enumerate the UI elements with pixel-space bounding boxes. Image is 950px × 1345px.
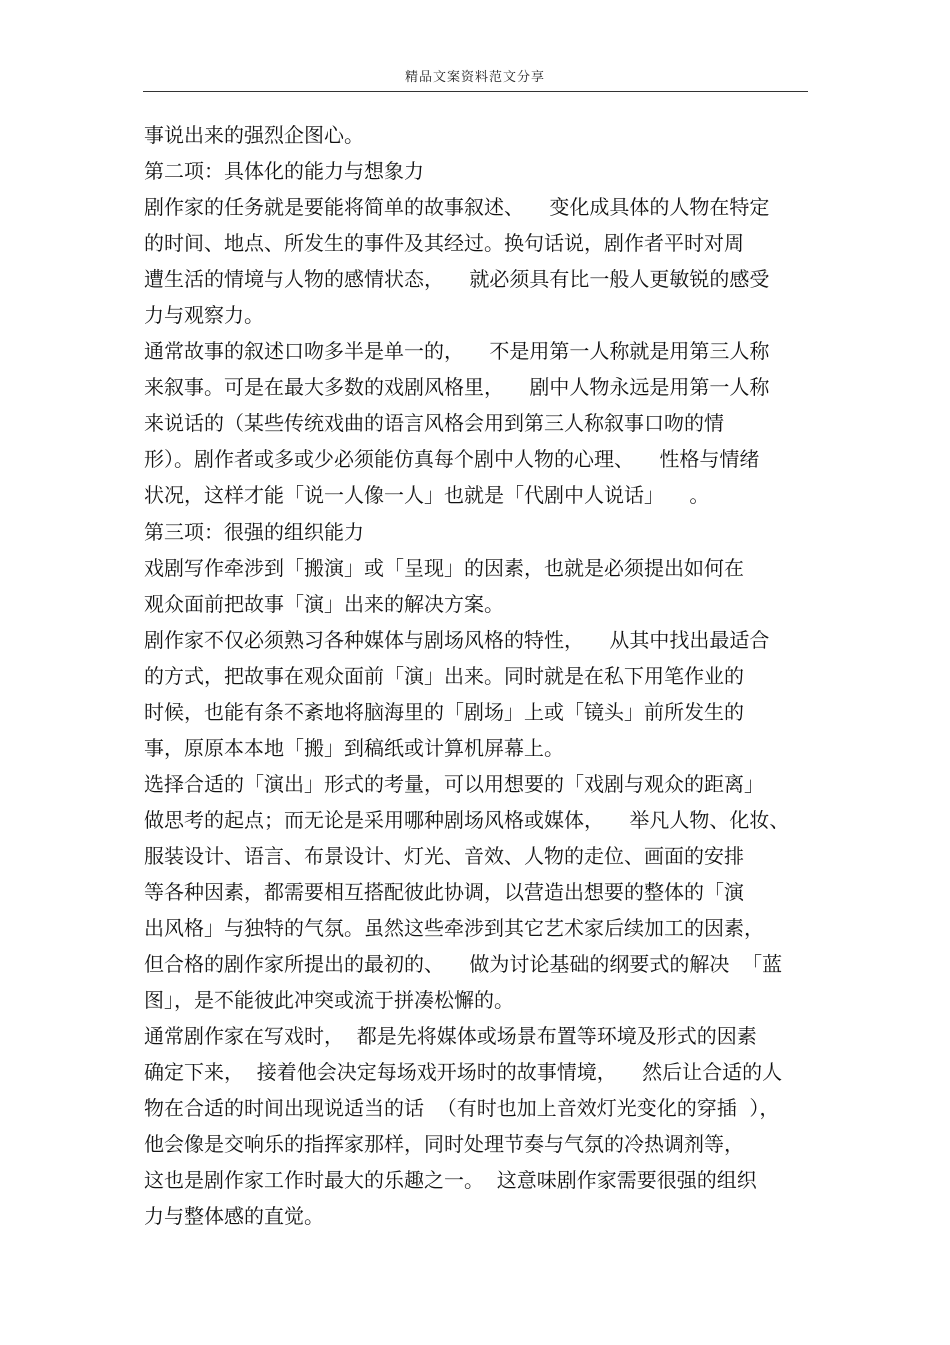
section-heading-2: 第二项：具体化的能力与想象力: [144, 159, 424, 184]
text-line: 通常故事的叙述口吻多半是单一的， 不是用第一人称就是用第三人称: [144, 339, 770, 364]
text-line: 图」，是不能彼此冲突或流于拼凑松懈的。: [144, 988, 514, 1013]
text-line: 事，原原本本地「搬」到稿纸或计算机屏幕上。: [144, 735, 564, 760]
document-body: [144, 117, 814, 1234]
text-line: 剧作家的任务就是要能将简单的故事叙述、 变化成具体的人物在特定: [144, 195, 770, 220]
text-line: 确定下来， 接着他会决定每场戏开场时的故事情境， 然后让合适的人: [144, 1060, 783, 1085]
text-line: 力与整体感的直觉。: [144, 1204, 324, 1229]
text-line: 物在合适的时间出现说适当的话 （有时也加上音效灯光变化的穿插 ），: [144, 1096, 780, 1121]
text-line: 状况，这样才能「说一人像一人」也就是「代剧中人说话」 。: [144, 483, 710, 508]
text-line: 出风格」与独特的气氛。虽然这些牵涉到其它艺术家后续加工的因素，: [144, 916, 764, 941]
text-line: 戏剧写作牵涉到「搬演」或「呈现」的因素，也就是必须提出如何在: [144, 555, 744, 580]
text-line: 事说出来的强烈企图心。: [144, 123, 364, 147]
text-line: 力与观察力。: [144, 303, 264, 328]
text-line: 等各种因素，都需要相互搭配彼此协调，以营造出想要的整体的「演: [144, 879, 744, 904]
text-line: 但合格的剧作家所提出的最初的、 做为讨论基础的纲要式的解决 「蓝: [144, 952, 783, 977]
text-line: 通常剧作家在写戏时， 都是先将媒体或场景布置等环境及形式的因素: [144, 1024, 757, 1049]
text-line: 形）。剧作者或多或少必须能仿真每个剧中人物的心理、 性格与情绪: [144, 447, 760, 472]
text-line: 来叙事。可是在最大多数的戏剧风格里， 剧中人物永远是用第一人称: [144, 375, 770, 400]
text-line: 的方式，把故事在观众面前「演」出来。同时就是在私下用笔作业的: [144, 663, 744, 688]
page-header-title: 精品文案资料范文分享: [404, 70, 545, 85]
text-line: 观众面前把故事「演」出来的解决方案。: [144, 591, 504, 616]
text-line: 他会像是交响乐的指挥家那样，同时处理节奏与气氛的冷热调剂等，: [144, 1132, 744, 1157]
text-line: 服装设计、语言、布景设计、灯光、音效、人物的走位、画面的安排: [144, 843, 744, 868]
text-line: 来说话的（某些传统戏曲的语言风格会用到第三人称叙事口吻的情: [144, 411, 724, 436]
text-line: 时候，也能有条不紊地将脑海里的「剧场」上或「镜头」前所发生的: [144, 699, 744, 724]
text-line: 遭生活的情境与人物的感情状态， 就必须具有比一般人更敏锐的感受: [144, 267, 770, 292]
text-line: 选择合适的「演出」形式的考量，可以用想要的「戏剧与观众的距离」: [144, 771, 764, 796]
text-line: 剧作家不仅必须熟习各种媒体与剧场风格的特性， 从其中找出最适合: [144, 627, 770, 652]
text-line: 这也是剧作家工作时最大的乐趣之一。 这意味剧作家需要很强的组织: [144, 1168, 757, 1193]
text-line: 的时间、地点、所发生的事件及其经过。换句话说，剧作者平时对周: [144, 231, 744, 256]
header-divider: [143, 91, 808, 92]
section-heading-3: 第三项：很强的组织能力: [144, 519, 364, 544]
text-line: 做思考的起点；而无论是采用哪种剧场风格或媒体， 举凡人物、化妆、: [144, 807, 790, 832]
